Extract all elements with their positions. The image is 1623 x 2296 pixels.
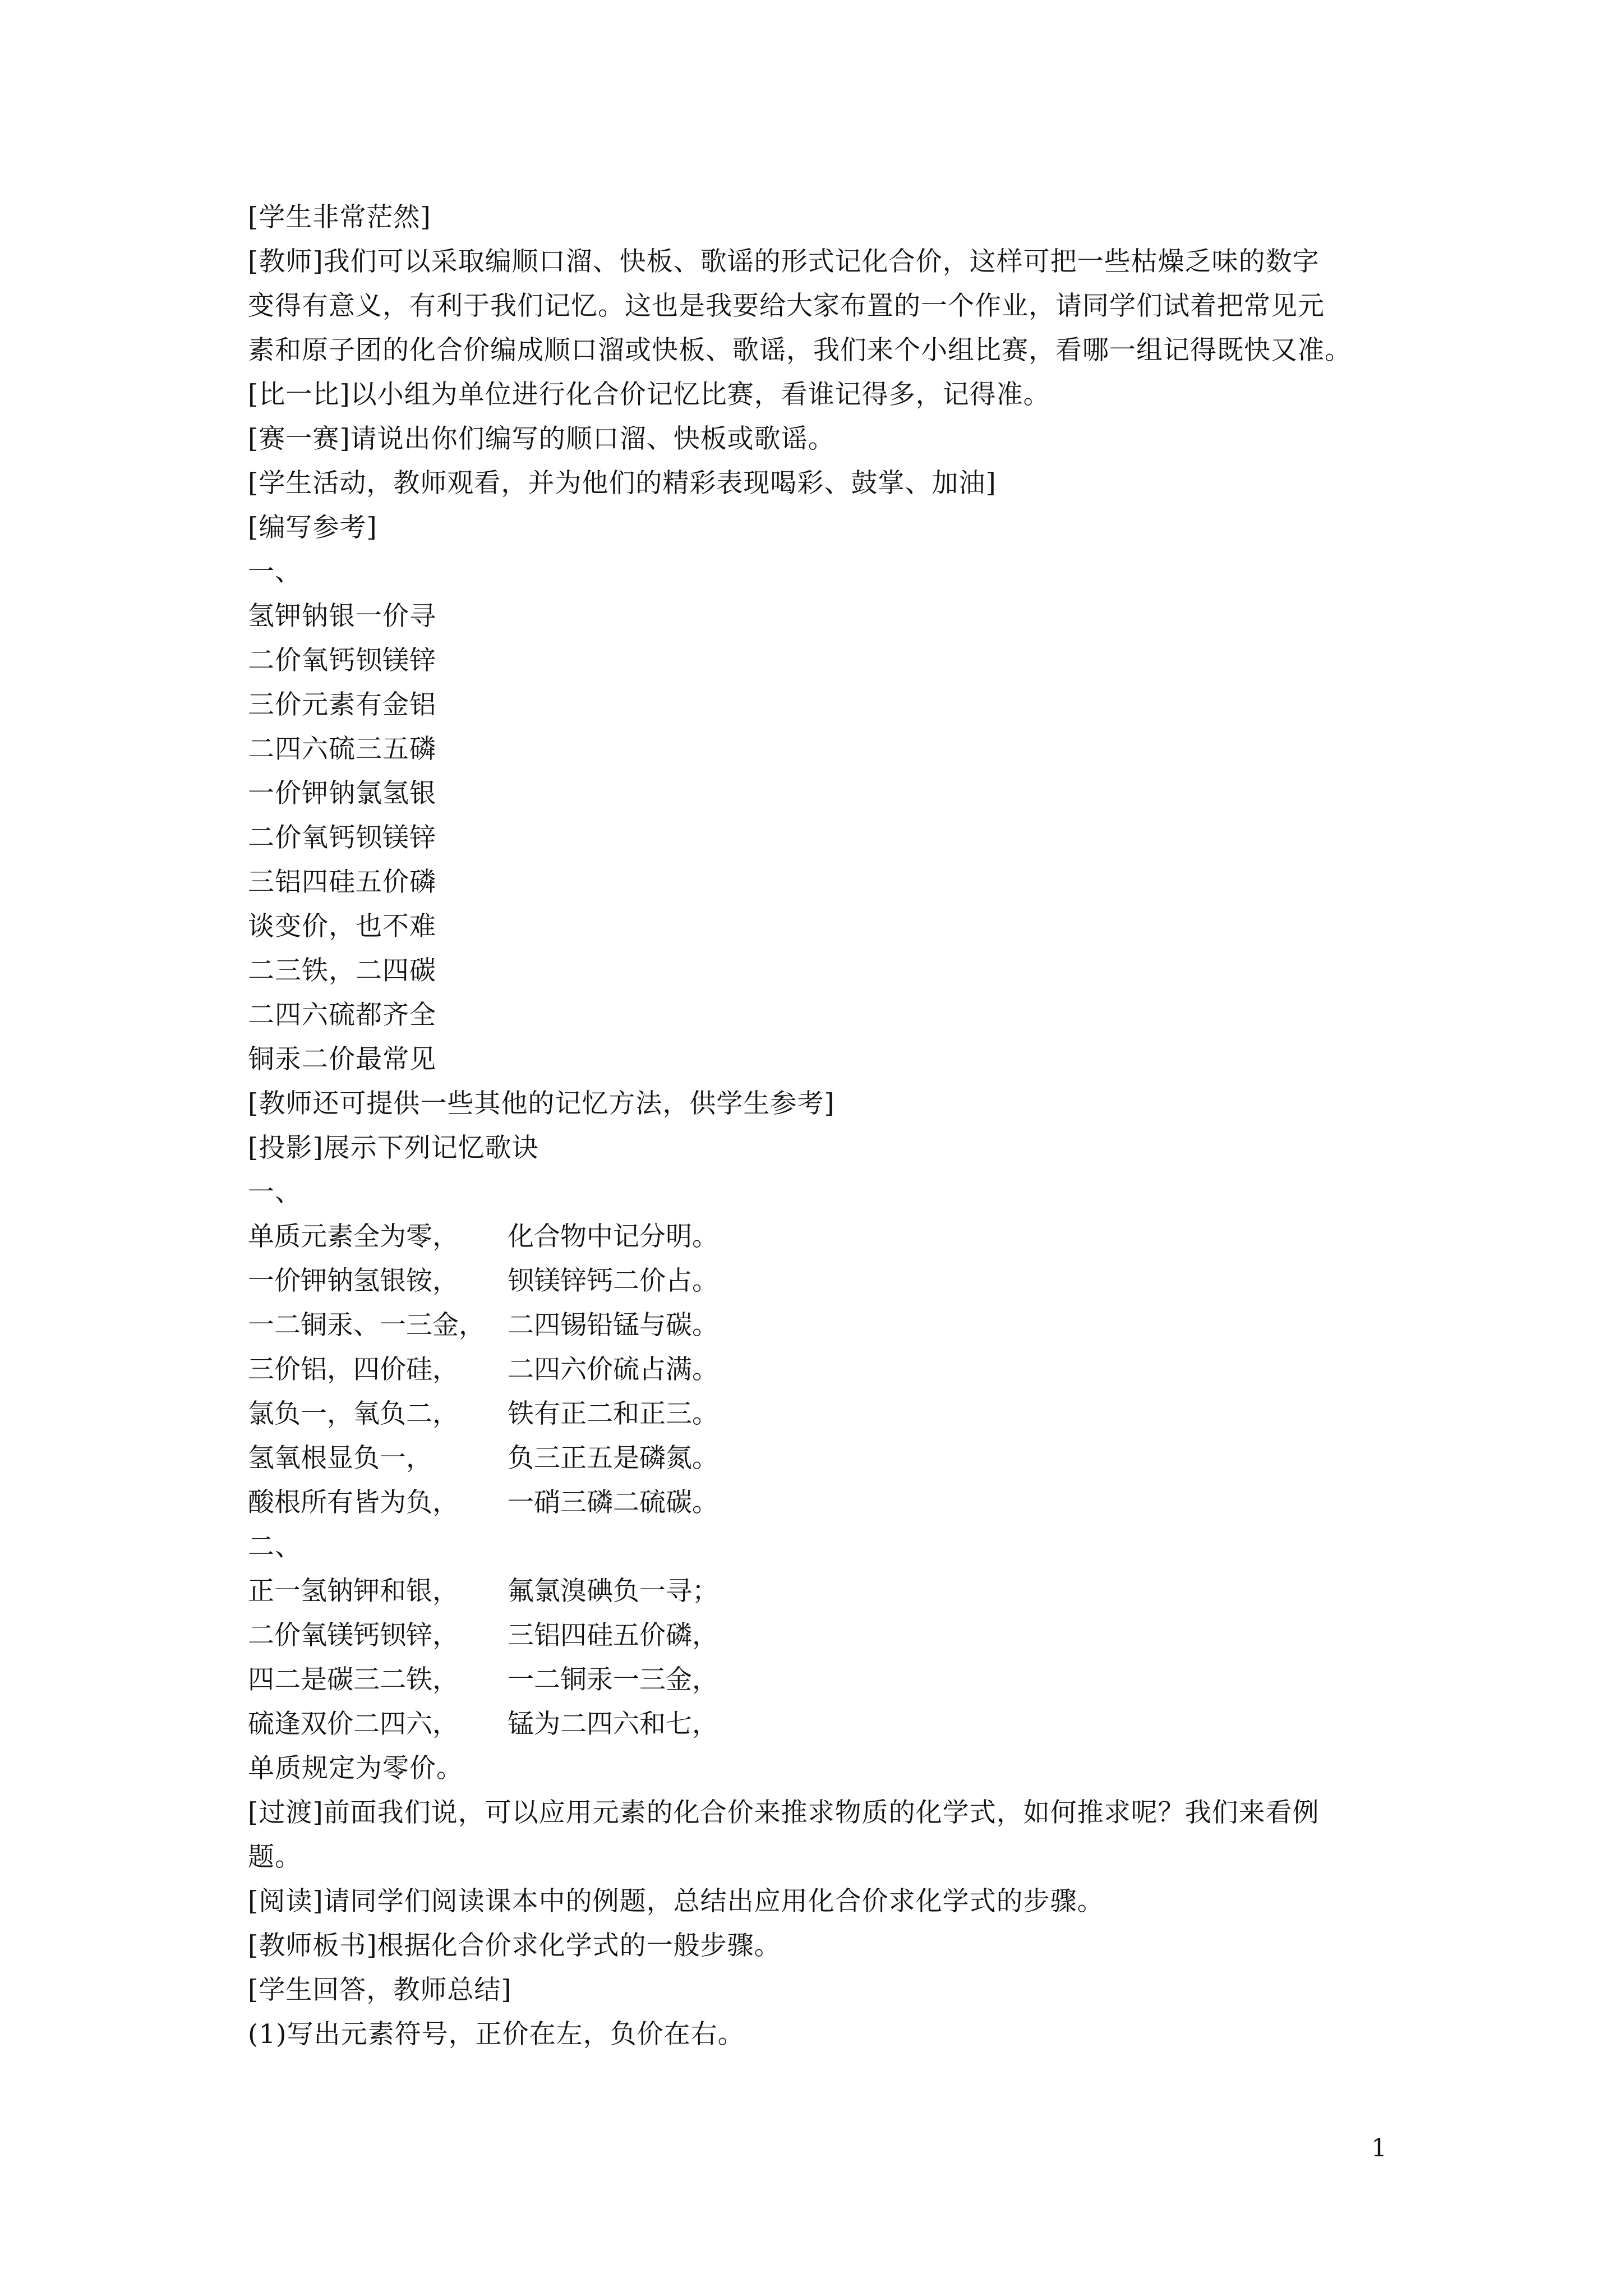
- text-line: [教师板书]根据化合价求化学式的一般步骤。: [248, 1930, 781, 1961]
- text-line: [过渡]前面我们说，可以应用元素的化合价来推求物质的化学式，如何推求呢？我们来看例: [248, 1797, 1320, 1828]
- text-line: [编写参考]: [248, 512, 377, 543]
- text-line: 变得有意义，有利于我们记忆。这也是我要给大家布置的一个作业，请同学们试着把常见元: [248, 291, 1325, 321]
- verse-line: 二四六硫三五磷: [248, 734, 436, 765]
- text-line: [阅读]请同学们阅读课本中的例题，总结出应用化合价求化学式的步骤。: [248, 1886, 1104, 1917]
- verse-line: 二价氧钙钡镁锌: [248, 645, 436, 676]
- verse-first-half: 单质元素全为零，: [248, 1221, 459, 1252]
- verse-second-half: 化合物中记分明。: [508, 1221, 718, 1252]
- text-line: (1)写出元素符号，正价在左，负价在右。: [248, 2019, 745, 2050]
- text-line: [教师]我们可以采取编顺口溜、快板、歌谣的形式记化合价，这样可把一些枯燥乏味的数字: [248, 246, 1320, 277]
- verse-line: 二三铁，二四碳: [248, 955, 436, 986]
- verse-second-half: 一二铜汞一三金，: [508, 1664, 718, 1695]
- verse-second-half: 二四锡铅锰与碳。: [508, 1310, 718, 1341]
- text-line: 题。: [248, 1842, 302, 1872]
- text-line: 素和原子团的化合价编成顺口溜或快板、歌谣，我们来个小组比赛，看哪一组记得既快又准。: [248, 335, 1352, 366]
- verse-second-half: 钡镁锌钙二价占。: [508, 1266, 718, 1296]
- text-line: [投影]展示下列记忆歌诀: [248, 1133, 539, 1163]
- verse-line: 铜汞二价最常见: [248, 1044, 436, 1075]
- verse-first-half: 三价铝，四价硅，: [248, 1354, 459, 1385]
- verse-line: 谈变价，也不难: [248, 911, 436, 942]
- verse-first-half: 氢氧根显负一，: [248, 1443, 432, 1474]
- verse-first-half: 正一氢钠钾和银，: [248, 1576, 459, 1607]
- verse-line: 三铝四硅五价磷: [248, 867, 436, 898]
- verse-first-half: 硫逢双价二四六，: [248, 1709, 459, 1740]
- verse-second-half: 氟氯溴碘负一寻；: [508, 1576, 718, 1607]
- verse-line: 氢钾钠银一价寻: [248, 601, 436, 632]
- verse-second-half: 锰为二四六和七，: [508, 1709, 718, 1740]
- verse-first-half: 四二是碳三二铁，: [248, 1664, 459, 1695]
- verse-first-half: 酸根所有皆为负，: [248, 1487, 459, 1518]
- verse-line: 二价氧钙钡镁锌: [248, 822, 436, 853]
- verse-line: 二四六硫都齐全: [248, 1000, 436, 1030]
- verse-first-half: 氯负一，氧负二，: [248, 1398, 459, 1429]
- section-marker: 二、: [248, 1531, 302, 1562]
- verse-first-half: 一价钾钠氢银铵，: [248, 1266, 459, 1296]
- verse-line: 一价钾钠氯氢银: [248, 778, 436, 809]
- verse-first-half: 二价氧镁钙钡锌，: [248, 1620, 459, 1651]
- verse-second-half: 三铝四硅五价磷，: [508, 1620, 718, 1651]
- verse-line: 三价元素有金铝: [248, 689, 436, 720]
- text-line: [学生回答，教师总结]: [248, 1975, 512, 2005]
- section-marker: 一、: [248, 556, 302, 587]
- text-line: [赛一赛]请说出你们编写的顺口溜、快板或歌谣。: [248, 424, 835, 454]
- verse-second-half: 一硝三磷二硫碳。: [508, 1487, 718, 1518]
- verse-second-half: 铁有正二和正三。: [508, 1398, 718, 1429]
- text-line: [学生非常茫然]: [248, 202, 431, 233]
- text-line: [学生活动，教师观看，并为他们的精彩表现喝彩、鼓掌、加油]: [248, 468, 997, 499]
- page-number: 1: [1371, 2134, 1387, 2162]
- text-line: [教师还可提供一些其他的记忆方法，供学生参考]: [248, 1088, 835, 1119]
- verse-second-half: 二四六价硫占满。: [508, 1354, 718, 1385]
- verse-first-half: 一二铜汞、一三金，: [248, 1310, 485, 1341]
- text-line: [比一比]以小组为单位进行化合价记忆比赛，看谁记得多，记得准。: [248, 379, 1050, 410]
- section-marker: 一、: [248, 1177, 302, 1208]
- text-line: 单质规定为零价。: [248, 1753, 463, 1784]
- verse-second-half: 负三正五是磷氮。: [508, 1443, 718, 1474]
